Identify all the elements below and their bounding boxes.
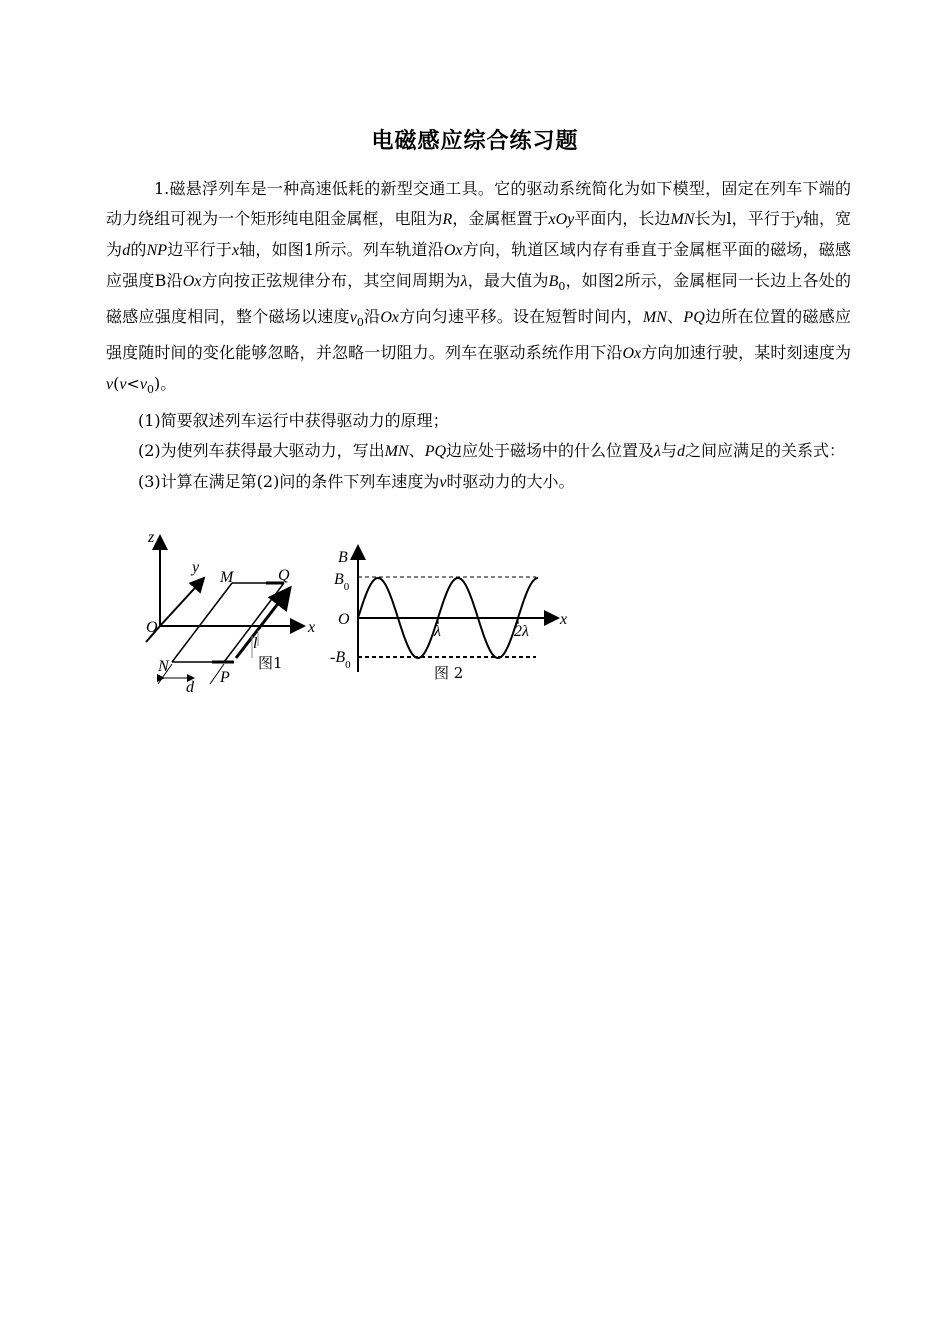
- sub-question-3: (3)计算在满足第(2)问的条件下列车速度为v时驱动力的大小。: [138, 471, 575, 491]
- sub-question-2: (2)为使列车获得最大驱动力，写出MN、PQ边应处于磁场中的什么位置及λ与d之间应满足的关系式：: [138, 440, 845, 460]
- label-z: z: [148, 529, 155, 546]
- figure-2: [330, 526, 578, 696]
- y-axis: [160, 578, 204, 626]
- sub-question-1: (1)简要叙述列车运行中获得驱动力的原理；: [138, 410, 449, 430]
- label-x-2: x: [560, 611, 568, 628]
- edge-MN: [172, 583, 232, 662]
- label-d: d: [186, 679, 194, 696]
- label-B0: $B_0$: [334, 571, 350, 593]
- label-P: P: [220, 669, 230, 686]
- label-x: x: [308, 619, 316, 636]
- label-Q: Q: [278, 567, 290, 584]
- label-O: O: [146, 619, 158, 636]
- figure-1: [138, 526, 338, 696]
- label-neg-B0: $-B_0$: [330, 649, 351, 671]
- problem-1: [106, 174, 851, 498]
- figures: [138, 526, 578, 696]
- label-O-2: O: [338, 611, 350, 628]
- figure-1-caption: 图1: [258, 654, 283, 672]
- label-l: l: [253, 635, 258, 652]
- figure-2-caption: 图 2: [434, 664, 464, 682]
- label-M: M: [220, 569, 234, 586]
- label-B: B: [338, 549, 348, 566]
- label-y: y: [192, 559, 200, 576]
- page-title: 电磁感应综合练习题: [371, 128, 579, 154]
- label-N: N: [158, 658, 169, 675]
- problem-statement: 1.磁悬浮列车是一种高速低耗的新型交通工具。它的驱动系统简化为如下模型，固定在列车下端的动力绕组可视为一个矩形纯电阻金属框，电阻为R，金属框置于xOy平面内，长边MN长为l，平行于y轴，宽为d的NP边平行于x轴，如图1所示。列车轨道沿Ox方向，轨道区域内存有垂直于金属框平面的磁场，磁感应强度B沿Ox方向按正弦规律分布，其空间周期为λ，最大值为$B_0$，如图2所示，金属框同一长边上各处的磁感应强度相同，整个磁场以速度$v_0$沿Ox方向匀速平移。设在短暂时间内，MN、PQ边所在位置的磁感应强度随时间的变化能够忽略，并忽略一切阻力。列车在驱动系统作用下沿Ox方向加速行驶，某时刻速度为$v(v<v_0)$。: [106, 179, 851, 397]
- label-2lambda: 2λ: [514, 623, 529, 640]
- label-lambda: λ: [434, 623, 441, 640]
